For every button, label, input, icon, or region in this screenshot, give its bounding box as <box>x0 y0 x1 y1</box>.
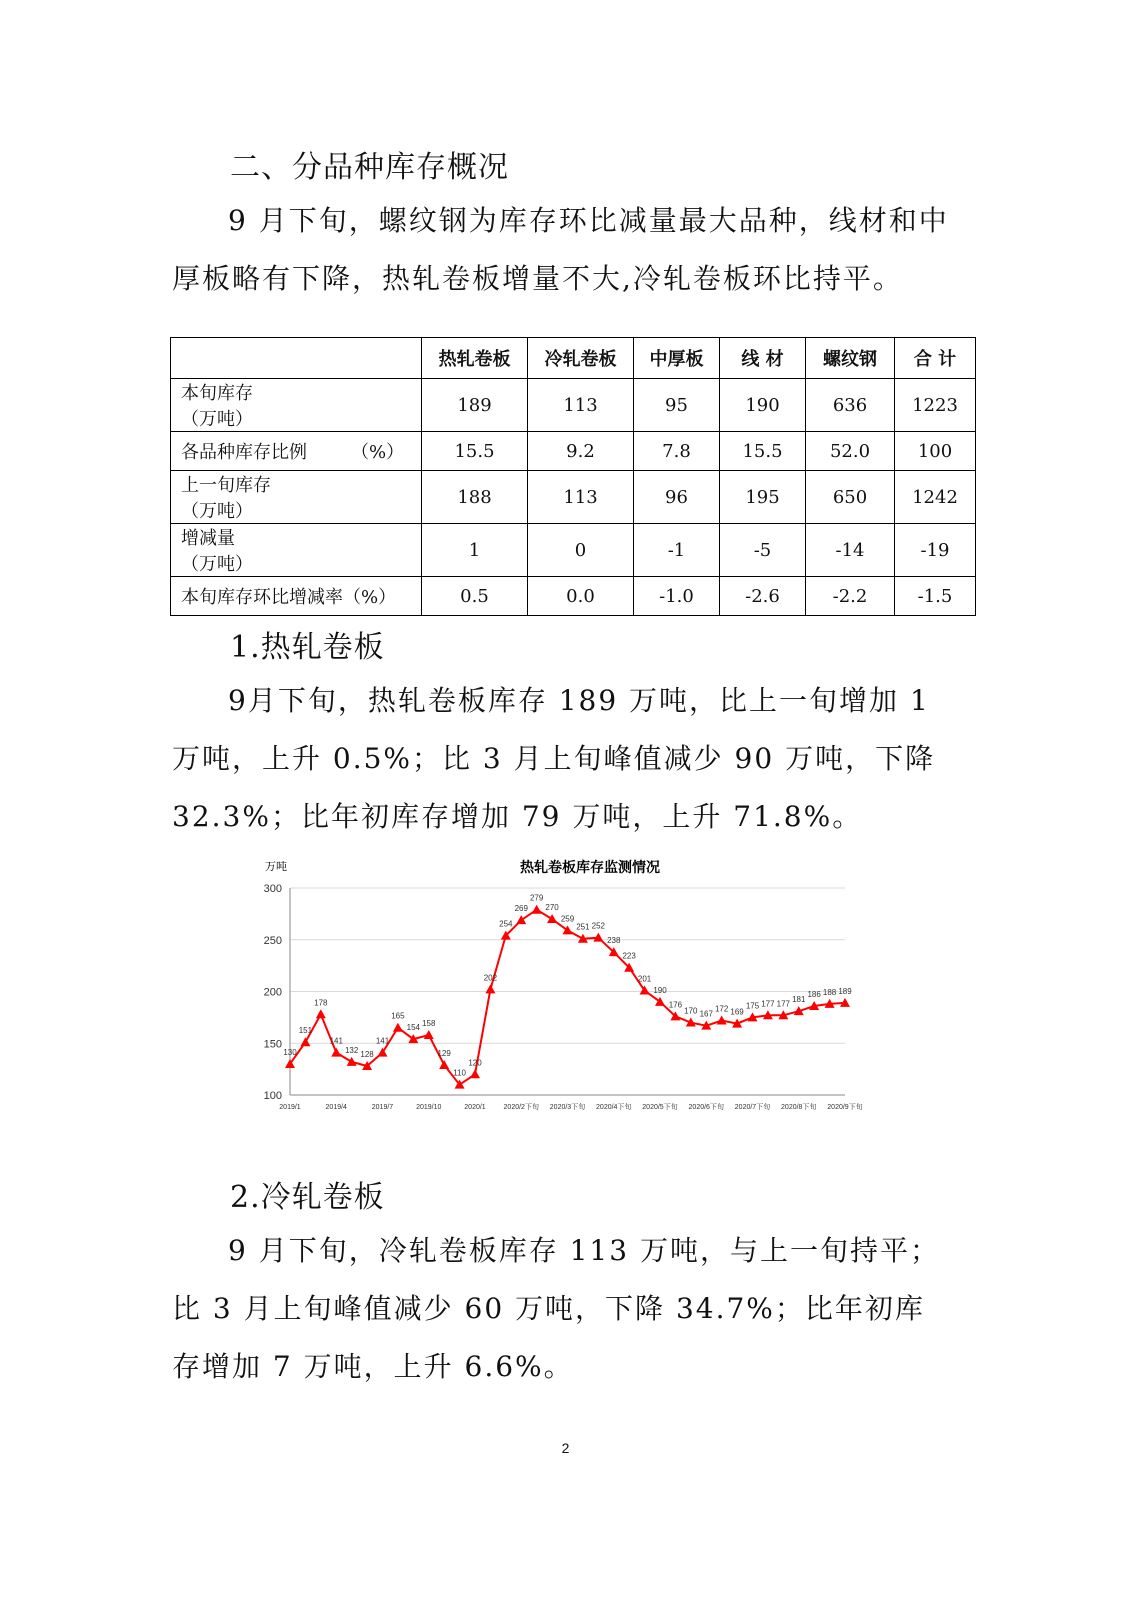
x-tick-label: 2020/3下旬 <box>549 1104 586 1111</box>
data-label: 190 <box>653 985 667 995</box>
table-cell: 0.0 <box>528 577 634 616</box>
x-tick-label: 2019/7 <box>371 1104 394 1111</box>
data-label: 141 <box>329 1036 343 1046</box>
table-cell: 188 <box>422 471 528 524</box>
header-cell: 线 材 <box>720 338 806 379</box>
header-cell <box>171 338 422 379</box>
x-tick-label: 2020/6下旬 <box>688 1104 724 1111</box>
data-label: 186 <box>807 989 821 999</box>
row-label-name: 增减量 <box>181 528 235 549</box>
data-label: 165 <box>391 1011 405 1021</box>
section-title: 二、分品种库存概况 <box>230 150 509 185</box>
data-label: 259 <box>560 914 575 924</box>
hot-rolled-chart <box>245 850 865 1120</box>
data-label: 176 <box>668 1000 683 1010</box>
table-row <box>171 577 976 616</box>
table-cell: -19 <box>895 524 976 577</box>
x-tick-label: 2020/2下旬 <box>503 1104 539 1111</box>
data-label: 151 <box>298 1026 313 1036</box>
y-tick-label: 200 <box>263 986 282 999</box>
table-cell: 96 <box>634 471 720 524</box>
data-label: 132 <box>344 1045 359 1055</box>
row-label-unit: （万吨） <box>181 501 253 522</box>
data-point <box>347 1057 357 1066</box>
cold-rolled-paragraph: 9 月下旬，冷轧卷板库存 113 万吨，与上一旬持平；比 3 月上旬峰值减少 60 万吨，下降 34.7%；比年初库存增加 7 万吨，上升 6.6%。 <box>172 1234 940 1383</box>
x-tick-label: 2020/9下旬 <box>827 1104 863 1111</box>
chart-data-labels <box>283 894 852 1078</box>
data-label: 120 <box>468 1058 482 1068</box>
data-label: 141 <box>375 1036 390 1046</box>
table-cell: -5 <box>720 524 806 577</box>
data-label: 128 <box>360 1050 374 1060</box>
row-label <box>171 432 422 471</box>
data-label: 254 <box>499 919 513 929</box>
data-point <box>393 1023 403 1032</box>
data-label: 201 <box>637 974 652 984</box>
data-label: 252 <box>591 921 606 931</box>
data-label: 269 <box>514 904 528 914</box>
data-point <box>439 1060 449 1069</box>
table-cell: 190 <box>720 379 806 432</box>
data-point <box>516 915 526 924</box>
data-label: 238 <box>607 936 621 946</box>
data-label: 188 <box>822 987 837 997</box>
row-label-name: 本旬库存 <box>181 383 253 404</box>
x-tick-label: 2020/5下旬 <box>642 1104 678 1111</box>
table-cell: 15.5 <box>422 432 528 471</box>
data-label: 223 <box>622 951 636 961</box>
table-cell: 636 <box>806 379 895 432</box>
header-cell: 热轧卷板 <box>422 338 528 379</box>
cold-rolled-heading: 2.冷轧卷板 <box>230 1180 385 1215</box>
data-label: 251 <box>576 922 590 932</box>
x-tick-label: 2020/1 <box>464 1104 486 1111</box>
row-label-name: 上一旬库存 <box>181 475 271 496</box>
table-row <box>171 524 976 577</box>
hot-rolled-paragraph: 9月下旬，热轧卷板库存 189 万吨，比上一旬增加 1 万吨，上升 0.5%；比 3 月上旬峰值减少 90 万吨，下降 32.3%；比年初库存增加 79 万吨，上升 71.8%。 <box>172 684 936 833</box>
table-cell: 1242 <box>895 471 976 524</box>
table-cell: 15.5 <box>720 432 806 471</box>
table-cell: 195 <box>720 471 806 524</box>
table-cell: 9.2 <box>528 432 634 471</box>
data-label: 130 <box>283 1047 297 1057</box>
data-point <box>331 1048 341 1057</box>
table-row <box>171 379 976 432</box>
table-cell: -14 <box>806 524 895 577</box>
intro-paragraph: 9 月下旬，螺纹钢为库存环比减量最大品种，线材和中厚板略有下降，热轧卷板增量不大,冷轧卷板环比持平。 <box>172 204 949 295</box>
inventory-table <box>170 337 976 616</box>
data-point <box>378 1048 388 1057</box>
header-cell: 螺纹钢 <box>806 338 895 379</box>
data-label: 177 <box>761 999 775 1009</box>
data-label: 170 <box>684 1006 698 1016</box>
x-tick-label: 2020/8下旬 <box>781 1104 817 1111</box>
row-label <box>171 379 422 432</box>
table-cell: 100 <box>895 432 976 471</box>
table-cell: 1223 <box>895 379 976 432</box>
data-label: 181 <box>792 995 806 1005</box>
y-tick-label: 100 <box>263 1090 282 1102</box>
data-point <box>717 1015 727 1024</box>
x-tick-label: 2020/7下旬 <box>734 1104 771 1111</box>
x-tick-label: 2020/4下旬 <box>596 1104 632 1111</box>
table-cell: -1.0 <box>634 577 720 616</box>
row-label-name: 各品种库存比例 <box>181 442 307 463</box>
data-point <box>424 1030 434 1039</box>
data-label: 189 <box>838 986 852 996</box>
header-cell: 合 计 <box>895 338 976 379</box>
row-label-unit: （万吨） <box>181 409 253 430</box>
header-cell: 中厚板 <box>634 338 720 379</box>
table-cell: 95 <box>634 379 720 432</box>
row-label <box>171 524 422 577</box>
data-label: 270 <box>545 903 559 913</box>
table-cell: 52.0 <box>806 432 895 471</box>
row-label-unit: （%） <box>351 442 405 463</box>
data-label: 169 <box>730 1007 744 1017</box>
data-label: 178 <box>314 998 328 1008</box>
table-cell: 0 <box>528 524 634 577</box>
table-cell: 7.8 <box>634 432 720 471</box>
data-point <box>547 914 557 923</box>
data-label: 129 <box>437 1048 451 1058</box>
data-label: 202 <box>483 973 498 983</box>
data-label: 154 <box>406 1023 421 1033</box>
table-row <box>171 432 976 471</box>
data-label: 167 <box>699 1009 713 1019</box>
row-label-name: 本旬库存环比增减率（%） <box>181 587 397 608</box>
chart-title: 热轧卷板库存监测情况 <box>520 859 660 875</box>
chart-svg <box>245 850 865 1120</box>
y-tick-label: 250 <box>263 934 282 947</box>
row-label <box>171 471 422 524</box>
table-row <box>171 471 976 524</box>
x-tick-label: 2019/1 <box>279 1104 301 1111</box>
row-label <box>171 577 422 616</box>
hot-rolled-heading: 1.热轧卷板 <box>230 630 385 665</box>
page-number: 2 <box>561 1440 570 1456</box>
table-cell: -1 <box>634 524 720 577</box>
data-label: 172 <box>714 1004 729 1014</box>
data-label: 279 <box>529 893 544 903</box>
x-tick-label: 2019/10 <box>416 1104 442 1111</box>
table-cell: 113 <box>528 471 634 524</box>
table-header-row <box>171 338 976 379</box>
data-point <box>470 1069 480 1078</box>
header-cell: 冷轧卷板 <box>528 338 634 379</box>
table-cell: 650 <box>806 471 895 524</box>
chart-ylabel: 万吨 <box>265 861 287 873</box>
data-label: 110 <box>453 1068 466 1078</box>
table-cell: 1 <box>422 524 528 577</box>
row-label-unit: （万吨） <box>181 554 253 575</box>
data-label: 175 <box>745 1001 760 1011</box>
table-cell: -2.2 <box>806 577 895 616</box>
y-tick-label: 150 <box>263 1038 282 1051</box>
table-cell: 113 <box>528 379 634 432</box>
data-point <box>300 1037 310 1046</box>
table-cell: -2.6 <box>720 577 806 616</box>
chart-series <box>285 905 850 1089</box>
data-point <box>316 1009 326 1018</box>
data-label: 158 <box>422 1018 436 1028</box>
table-cell: 189 <box>422 379 528 432</box>
data-point <box>532 905 542 914</box>
table-cell: 0.5 <box>422 577 528 616</box>
y-tick-label: 300 <box>263 883 282 895</box>
x-tick-label: 2019/4 <box>325 1104 347 1111</box>
data-point <box>485 984 495 993</box>
table-cell: -1.5 <box>895 577 976 616</box>
data-label: 177 <box>776 999 791 1009</box>
